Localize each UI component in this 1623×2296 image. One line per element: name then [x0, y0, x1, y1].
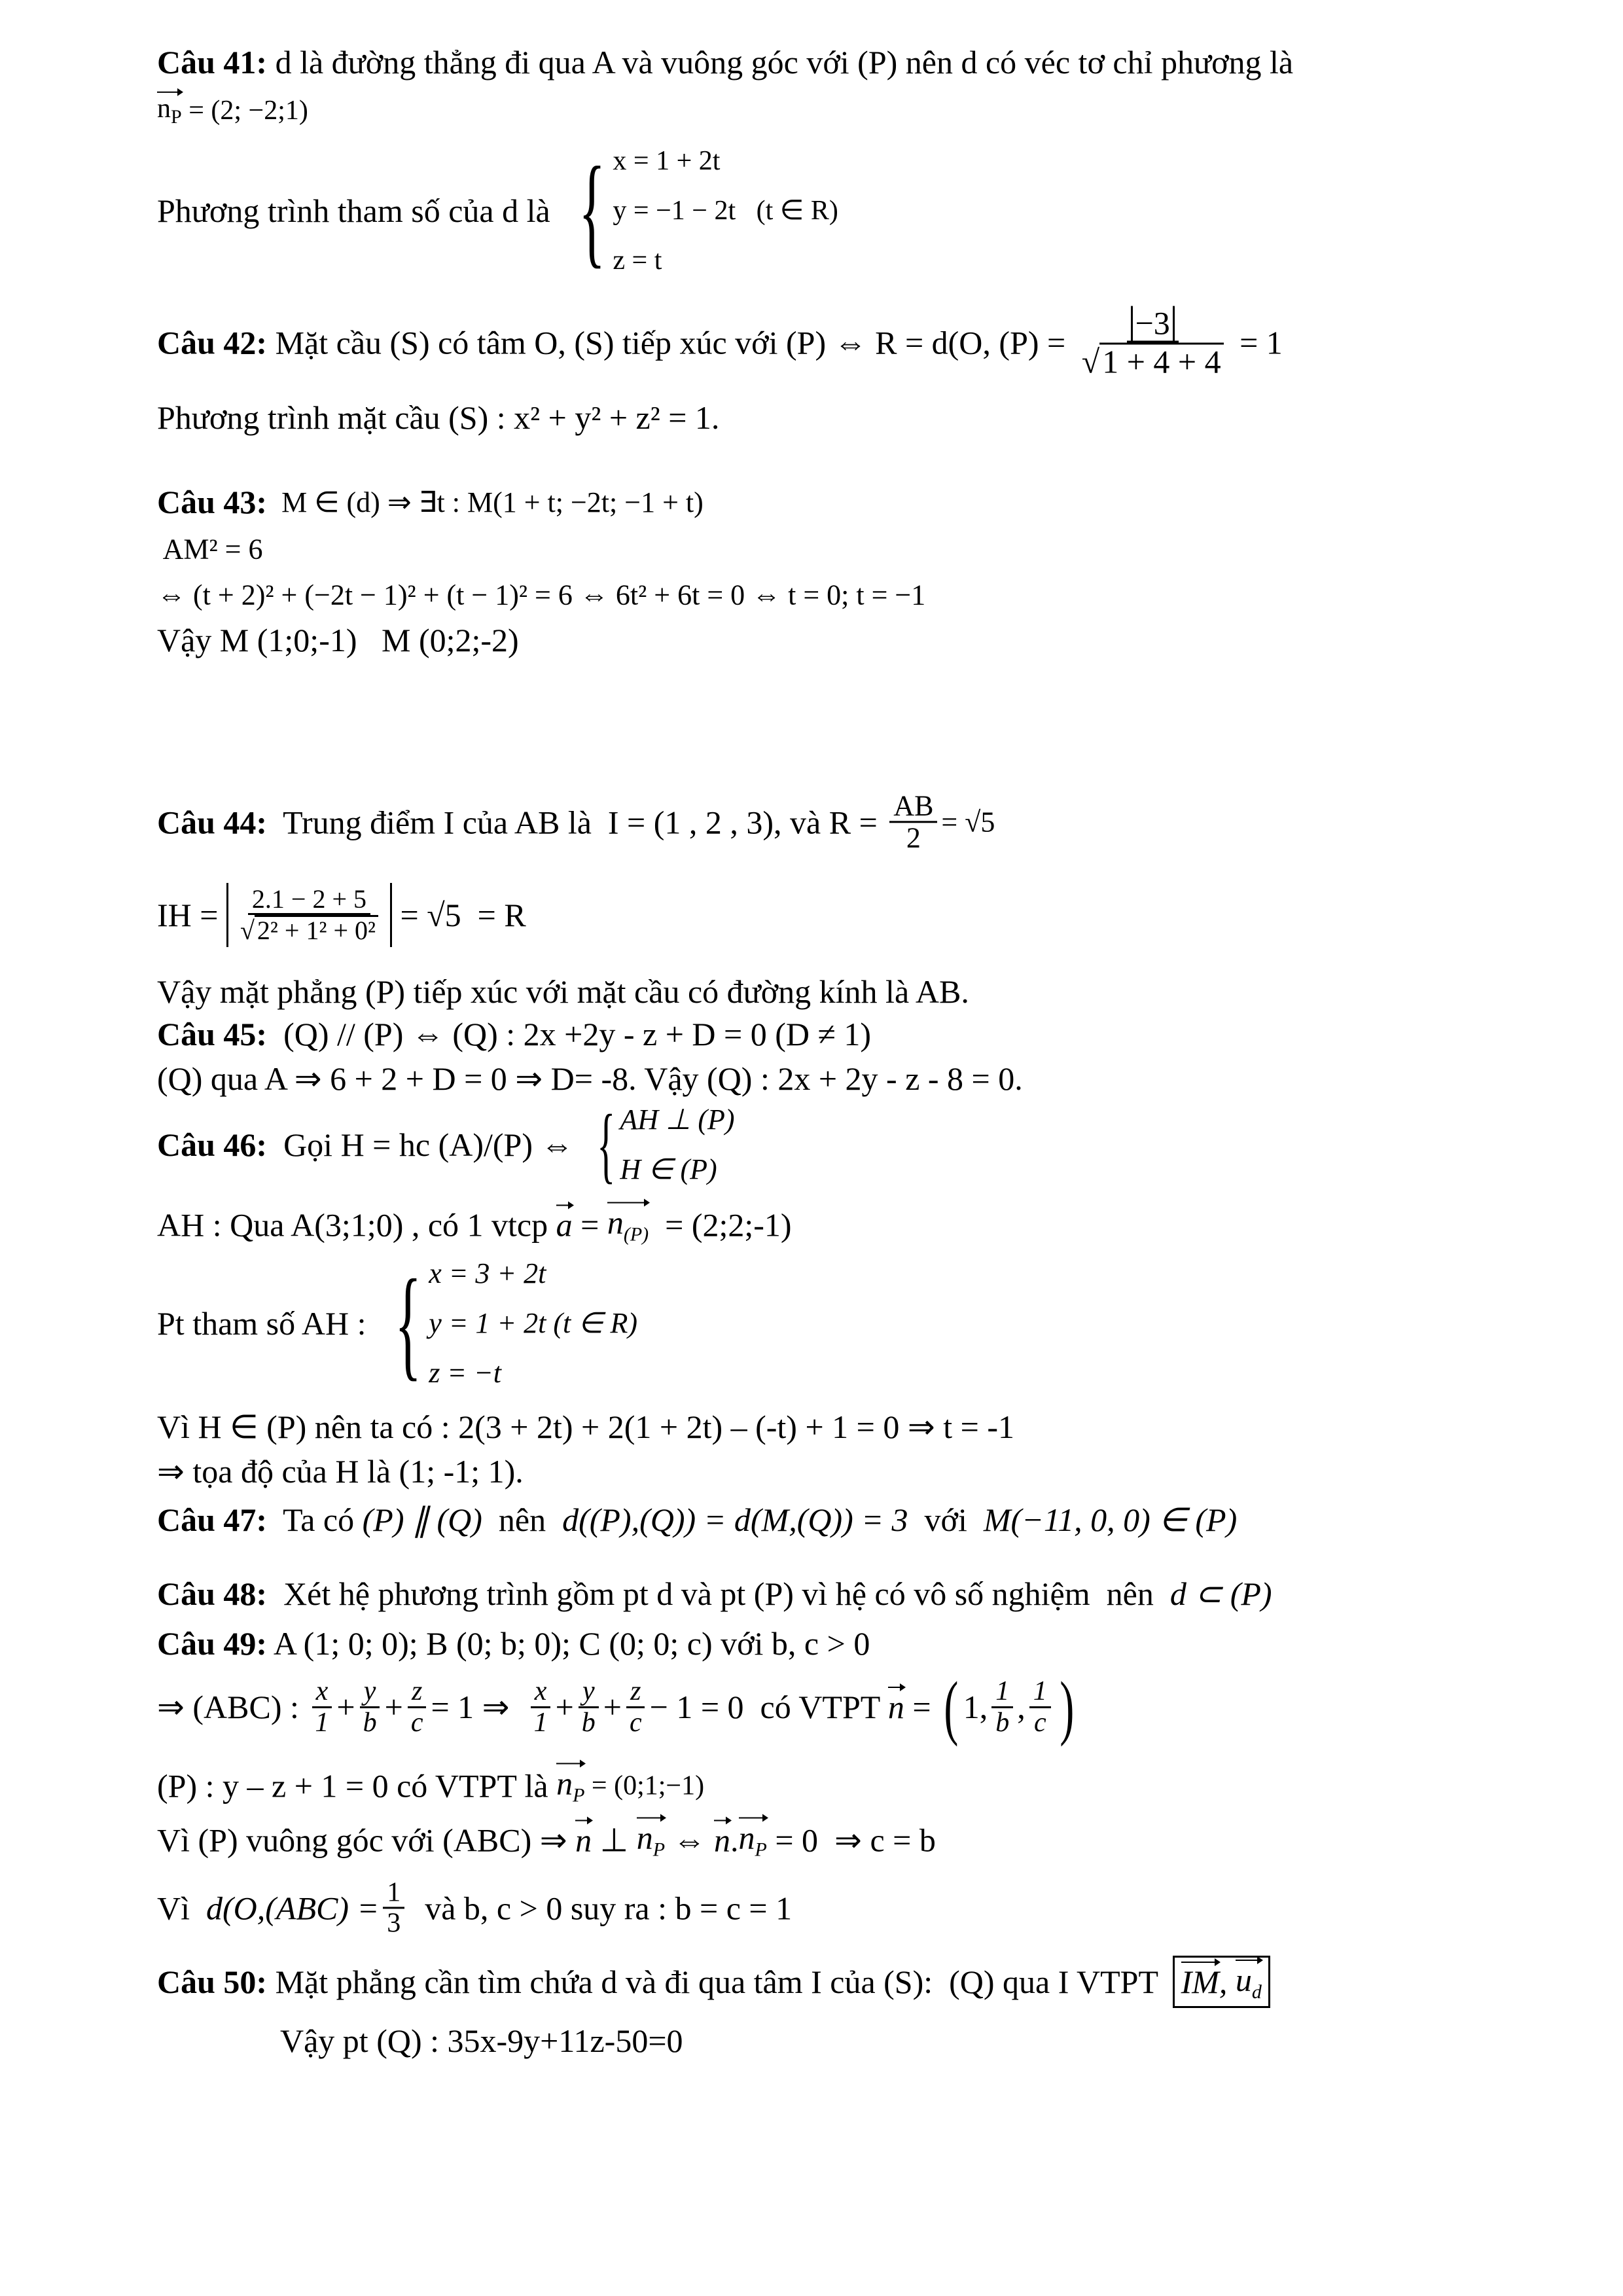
- q47-m1: (P) ∥ (Q): [362, 1501, 482, 1538]
- vector-n: n: [575, 1821, 592, 1858]
- eq-2: H ∈ (P): [620, 1153, 717, 1185]
- q41-param-intro: Phương trình tham số của d là: [157, 192, 559, 229]
- l4b: = 0 ⇒ c = b: [766, 1821, 936, 1858]
- q49-line5: [157, 1878, 792, 1937]
- vector-np: [637, 1819, 665, 1861]
- q42-line2: Phương trình mặt cầu (S) : x² + y² + z² = 1.: [157, 399, 720, 436]
- paren-right: ): [1060, 1667, 1075, 1747]
- num: 1: [383, 1878, 404, 1909]
- dot: .: [730, 1821, 739, 1858]
- eq-y: y = 1 + 2t (t ∈ R): [429, 1307, 638, 1339]
- frac-z: [407, 1677, 427, 1736]
- num: 1: [1029, 1677, 1051, 1708]
- den: c: [629, 1707, 642, 1738]
- l5m: d(O,(ABC) =: [206, 1890, 380, 1926]
- eq-1: AH ⊥ (P): [620, 1103, 735, 1136]
- l5a: Vì: [157, 1890, 206, 1926]
- q50-label: Câu 50:: [157, 1964, 268, 2000]
- q42-result: = 1: [1231, 324, 1283, 361]
- vector-np: [739, 1819, 767, 1861]
- brace-icon: {: [597, 1098, 616, 1192]
- q46-line1: [157, 1095, 735, 1194]
- q47-mid: nên: [482, 1501, 563, 1538]
- vector-ud: [1236, 1961, 1262, 2003]
- ih-num: 2.1 − 2 + 5: [248, 886, 370, 915]
- q45-label: Câu 45:: [157, 1016, 268, 1052]
- plus: +: [384, 1689, 403, 1725]
- q49-l1: A (1; 0; 0); B (0; b; 0); C (0; 0; c) với b, c > 0: [267, 1625, 870, 1662]
- q43-line3: ⇔ (t + 2)² + (−2t − 1)² + (t − 1)² = 6 ⇔ 6t² + 6t = 0 ⇔ t = 0; t = −1: [157, 579, 926, 611]
- q48-text: Xét hệ phương trình gồm pt d và pt (P) vì hệ có vô số nghiệm nên: [267, 1575, 1170, 1612]
- q42-num: −3: [1131, 306, 1175, 341]
- q42-text: Mặt cầu (S) có tâm O, (S) tiếp xúc với (P) ⇔ R = d(O, (P) =: [267, 324, 1074, 361]
- ah-text: AH : Qua A(3;1;0) , có 1 vtcp: [157, 1206, 556, 1243]
- q43-l1: M ∈ (d) ⇒ ∃t : M(1 + t; −2t; −1 + t): [267, 486, 704, 518]
- vector-n: n: [714, 1821, 731, 1858]
- n-letter: n: [607, 1204, 624, 1241]
- np-letter: n: [738, 1819, 755, 1856]
- r-fraction: [889, 791, 937, 853]
- eq-x: x = 1 + 2t: [613, 146, 721, 176]
- q43-label: Câu 43:: [157, 484, 268, 520]
- q43-line1: [157, 483, 704, 521]
- l3b: = (0;1;−1): [584, 1770, 705, 1801]
- num: y: [579, 1677, 599, 1708]
- q44-ih: [157, 883, 526, 947]
- eq2: − 1 = 0 có VTPT: [649, 1689, 888, 1725]
- den: b: [363, 1707, 377, 1738]
- q48-label: Câu 48:: [157, 1575, 268, 1612]
- q50-text: Mặt phẳng cần tìm chứa d và đi qua tâm I của (S): (Q) qua I VTPT: [267, 1964, 1166, 2000]
- ud-sub: d: [1251, 1981, 1262, 2003]
- q42-label: Câu 42:: [157, 324, 268, 361]
- den: c: [410, 1707, 423, 1738]
- q46-text: Gọi H = hc (A)/(P) ⇔: [267, 1126, 582, 1163]
- np-sub: P: [573, 1784, 585, 1806]
- q50-line1: [157, 1956, 1270, 2008]
- vector-n: [607, 1204, 649, 1246]
- ih-den: 2² + 1² + 0²: [255, 915, 378, 944]
- paren-left: (: [944, 1667, 959, 1747]
- q45-line2: (Q) qua A ⇒ 6 + 2 + D = 0 ⇒ D= -8. Vậy (Q) : 2x + 2y - z - 8 = 0.: [157, 1060, 1023, 1097]
- frac-1b: [991, 1677, 1013, 1736]
- num: x: [312, 1677, 332, 1708]
- den: 1: [315, 1707, 329, 1738]
- q41-label: Câu 41:: [157, 44, 268, 81]
- r-den: 2: [906, 821, 921, 854]
- comma: ,: [1017, 1689, 1026, 1725]
- q42-den: 1 + 4 + 4: [1099, 342, 1223, 379]
- q47-pre: Ta có: [267, 1501, 363, 1538]
- perp: ⊥: [592, 1821, 637, 1858]
- q45-line1: [157, 1015, 871, 1053]
- r-num: AB: [889, 791, 937, 823]
- q47-m3: M(−11, 0, 0) ∈ (P): [983, 1501, 1238, 1538]
- vec-letter: n: [157, 93, 171, 124]
- l3a: (P) : y – z + 1 = 0 có VTPT là: [157, 1767, 557, 1804]
- den: 1: [533, 1707, 548, 1738]
- brace-icon: {: [579, 142, 606, 279]
- frac-x: [311, 1677, 332, 1736]
- q43-line2: AM² = 6: [157, 533, 263, 565]
- den: c: [1033, 1707, 1046, 1738]
- q42-line1: [157, 306, 1283, 379]
- num: z: [626, 1677, 645, 1708]
- vector-im: IM: [1181, 1964, 1219, 2000]
- q44-conclusion: Vậy mặt phẳng (P) tiếp xúc với mặt cầu có đường kính là AB.: [157, 973, 969, 1010]
- q42-fraction: −3 √ 1 + 4 + 4: [1078, 306, 1228, 379]
- q46-l1: Vì H ∈ (P) nên ta có : 2(3 + 2t) + 2(1 + 2t) – (-t) + 1 = 0 ⇒ t = -1: [157, 1408, 1014, 1445]
- ih-result: = √5 = R: [392, 897, 526, 933]
- q44-label: Câu 44:: [157, 804, 268, 840]
- q46-system2: [378, 1249, 637, 1398]
- q49-line4: [157, 1819, 936, 1861]
- q46-label: Câu 46:: [157, 1126, 268, 1163]
- den: 3: [387, 1908, 401, 1939]
- vector-n: n: [887, 1689, 904, 1725]
- frac-1-3: [383, 1878, 404, 1937]
- np-letter: n: [636, 1819, 653, 1856]
- q48-math: d ⊂ (P): [1169, 1575, 1272, 1612]
- q46-param: [157, 1249, 637, 1398]
- n-first: 1,: [963, 1689, 988, 1725]
- np-letter: n: [556, 1765, 573, 1802]
- frac-y: [578, 1677, 599, 1736]
- eq-sign: =: [572, 1206, 607, 1243]
- q46-l2: ⇒ tọa độ của H là (1; -1; 1).: [157, 1453, 524, 1490]
- q47-line: [157, 1501, 1237, 1539]
- den: b: [995, 1707, 1010, 1738]
- n-eq: =: [904, 1689, 940, 1725]
- q46-ah: [157, 1204, 792, 1246]
- brace-icon: {: [395, 1255, 422, 1392]
- eq-z: z = t: [613, 245, 662, 276]
- frac-z: [626, 1677, 646, 1736]
- ih-label: IH =: [157, 897, 226, 933]
- eq-x: x = 3 + 2t: [429, 1257, 546, 1289]
- q41-param: [157, 136, 838, 285]
- q49-line1: [157, 1624, 870, 1662]
- q47-label: Câu 47:: [157, 1501, 268, 1538]
- cross-product: [1173, 1956, 1270, 2008]
- eq-z: z = −t: [429, 1357, 501, 1389]
- ud-letter: u: [1235, 1961, 1252, 1998]
- q44-text: Trung điểm I của AB là I = (1 , 2 , 3), và R =: [267, 804, 886, 840]
- iff: ⇔: [665, 1821, 715, 1858]
- q49-line3: [157, 1765, 704, 1807]
- l5b: và b, c > 0 suy ra : b = c = 1: [408, 1890, 793, 1926]
- eq-y: y = −1 − 2t (t ∈ R): [613, 196, 838, 226]
- q45-l1: (Q) // (P) ⇔ (Q) : 2x +2y - z + D = 0 (D ≠ 1): [267, 1016, 872, 1052]
- q47-mid2: với: [908, 1501, 984, 1538]
- q43-line4: Vậy M (1;0;-1) M (0;2;-2): [157, 622, 519, 658]
- frac-y: [359, 1677, 381, 1736]
- q46-system: [586, 1095, 735, 1194]
- num: x: [531, 1677, 551, 1708]
- abc-label: ⇒ (ABC) :: [157, 1689, 308, 1725]
- vector-a: a: [556, 1206, 573, 1243]
- ah-value: = (2;2;-1): [649, 1206, 792, 1243]
- np-sub: P: [652, 1839, 666, 1861]
- l4a: Vì (P) vuông góc với (ABC) ⇒: [157, 1821, 576, 1858]
- pt-label: Pt tham số AH :: [157, 1305, 374, 1342]
- frac-1c: [1029, 1677, 1051, 1736]
- vec-value: = (2; −2;1): [181, 95, 308, 126]
- r-result: = √5: [941, 806, 995, 838]
- q50-line2: Vậy pt (Q) : 35x-9y+11z-50=0: [280, 2022, 683, 2059]
- q41-line1: [157, 43, 1293, 81]
- n-sub: (P): [623, 1223, 649, 1246]
- q41-vector: [157, 93, 308, 128]
- comma: ,: [1219, 1964, 1236, 2000]
- plus: +: [336, 1689, 355, 1725]
- plus: +: [555, 1689, 574, 1725]
- vec-sub: P: [171, 106, 182, 128]
- q48-line: [157, 1575, 1272, 1613]
- den: b: [581, 1707, 596, 1738]
- num: z: [408, 1677, 426, 1708]
- vector-np: [556, 1765, 584, 1807]
- q41-text: d là đường thẳng đi qua A và vuông góc với (P) nên d có véc tơ chỉ phương là: [267, 44, 1294, 81]
- frac-x: [530, 1677, 552, 1736]
- np-sub: P: [755, 1839, 767, 1861]
- q41-system: [562, 136, 838, 285]
- ih-abs: 2.1 − 2 + 5 √ 2² + 1² + 0²: [226, 883, 392, 947]
- q49-label: Câu 49:: [157, 1625, 268, 1662]
- vector-n: [157, 93, 182, 128]
- q44-line1: [157, 791, 995, 853]
- plus: +: [603, 1689, 622, 1725]
- eq1: = 1 ⇒: [431, 1689, 526, 1725]
- q47-m2: d((P),(Q)) = d(M,(Q)) = 3: [562, 1501, 908, 1538]
- num: y: [360, 1677, 380, 1708]
- num: 1: [991, 1677, 1013, 1708]
- q49-line2: [157, 1667, 1079, 1747]
